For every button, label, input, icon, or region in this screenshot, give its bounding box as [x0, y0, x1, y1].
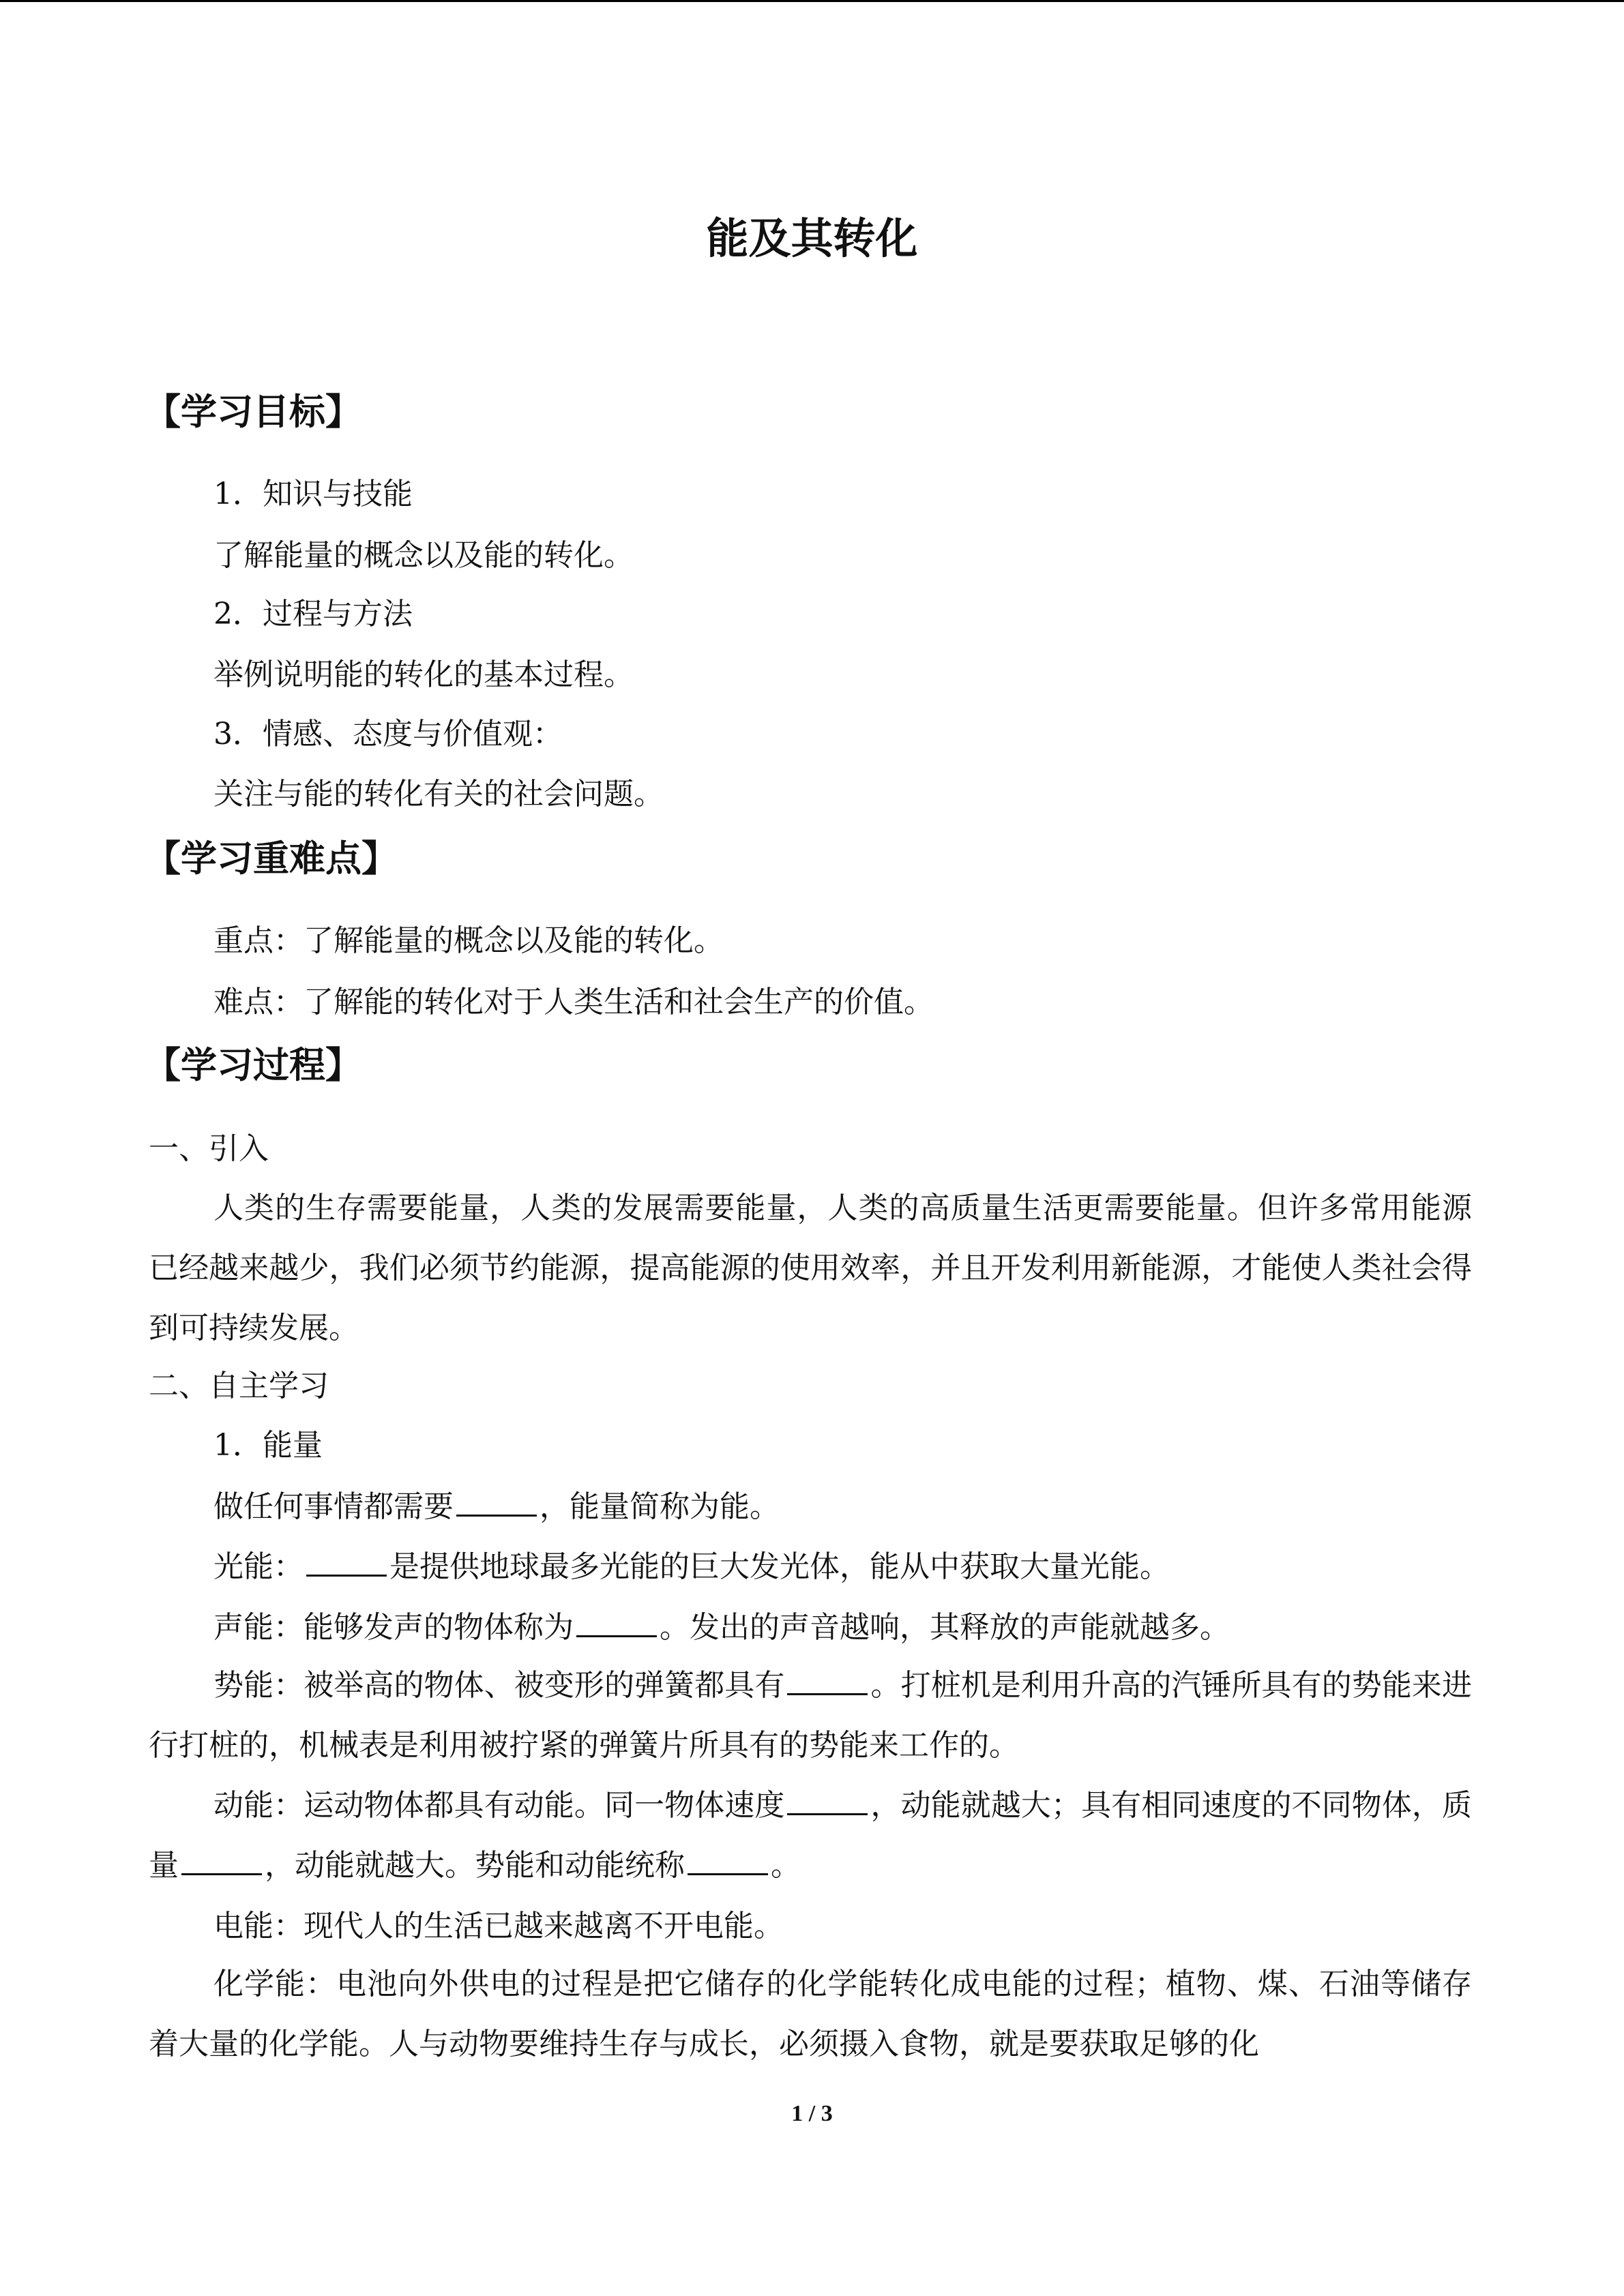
light-energy-line: [213, 1543, 1170, 1591]
potential-text-b: 。打桩机是利用升高的汽锤所具有的势能来进行打桩的，机械表是利用被拧紧的弹簧片所具有的势能来工作的。: [149, 1668, 1473, 1763]
goal-item-1-text: 了解能量的概念以及能的转化。: [213, 538, 634, 573]
kinetic-text-a: 动能：运动物体都具有动能。同一物体速度: [213, 1788, 785, 1823]
goal-item-1: 1．知识与技能: [213, 477, 413, 511]
kinetic-energy-paragraph: [149, 1776, 1472, 1896]
subsection-energy: 1．能量: [213, 1428, 323, 1463]
fill-blank[interactable]: [306, 1547, 387, 1577]
kinetic-text-d: 。: [771, 1848, 801, 1883]
fill-blank[interactable]: [688, 1846, 768, 1875]
section-intro-heading: 一、引入: [149, 1131, 269, 1166]
sound-text-a: 声能：能够发声的物体称为: [213, 1610, 574, 1645]
heading-key-points: 【学习重难点】: [145, 838, 398, 880]
light-text-b: 是提供地球最多光能的巨大发光体，能从中获取大量光能。: [389, 1549, 1170, 1584]
fill-blank[interactable]: [181, 1846, 262, 1875]
sound-text-b: 。发出的声音越响，其释放的声能就越多。: [660, 1610, 1230, 1645]
electric-energy-line: 电能：现代人的生活已越来越离不开电能。: [213, 1909, 784, 1943]
sound-energy-line: [213, 1604, 1230, 1652]
energy-text-a: 做任何事情都需要: [213, 1489, 454, 1524]
kinetic-text-b: ，动能就越大；具有相同速度的不同物体，质量: [149, 1788, 1473, 1883]
goal-item-3-text: 关注与能的转化有关的社会问题。: [213, 777, 664, 811]
fill-blank[interactable]: [787, 1786, 868, 1815]
fill-blank[interactable]: [456, 1487, 537, 1517]
heading-learning-goals: 【学习目标】: [145, 391, 361, 433]
page-number: 1 / 3: [791, 2101, 833, 2126]
light-text-a: 光能：: [213, 1549, 304, 1584]
heading-learning-process: 【学习过程】: [145, 1045, 361, 1086]
energy-line: [213, 1483, 780, 1531]
goal-item-2: 2．过程与方法: [213, 597, 413, 631]
fill-blank[interactable]: [787, 1666, 868, 1695]
key-point-focus: 重点：了解能量的概念以及能的转化。: [213, 923, 724, 958]
intro-paragraph: 人类的生存需要能量，人类的发展需要能量，人类的高质量生活更需要能量。但许多常用能源已经越来越少，我们必须节约能源，提高能源的使用效率，并且开发利用新能源，才能使人类社会得到可持续发展。: [149, 1191, 1472, 1345]
kinetic-text-c: ，动能就越大。势能和动能统称: [265, 1848, 685, 1883]
page-title: 能及其转化: [706, 213, 918, 263]
potential-text-a: 势能：被举高的物体、被变形的弹簧都具有: [213, 1668, 785, 1703]
goal-item-2-text: 举例说明能的转化的基本过程。: [213, 657, 634, 692]
top-border: [0, 0, 1624, 2]
fill-blank[interactable]: [576, 1608, 657, 1637]
key-point-difficulty: 难点：了解能的转化对于人类生活和社会生产的价值。: [213, 985, 934, 1019]
chemical-energy-paragraph: 化学能：电池向外供电的过程是把它储存的化学能转化成电能的过程；植物、煤、石油等储存着大量的化学能。人与动物要维持生存与成长，必须摄入食物，就是要获取足够的化: [149, 1967, 1472, 2061]
potential-energy-paragraph: [149, 1656, 1472, 1776]
section-self-study-heading: 二、自主学习: [149, 1369, 329, 1403]
goal-item-3: 3．情感、态度与价值观：: [213, 717, 563, 751]
energy-text-b: ，能量简称为能。: [540, 1489, 780, 1524]
